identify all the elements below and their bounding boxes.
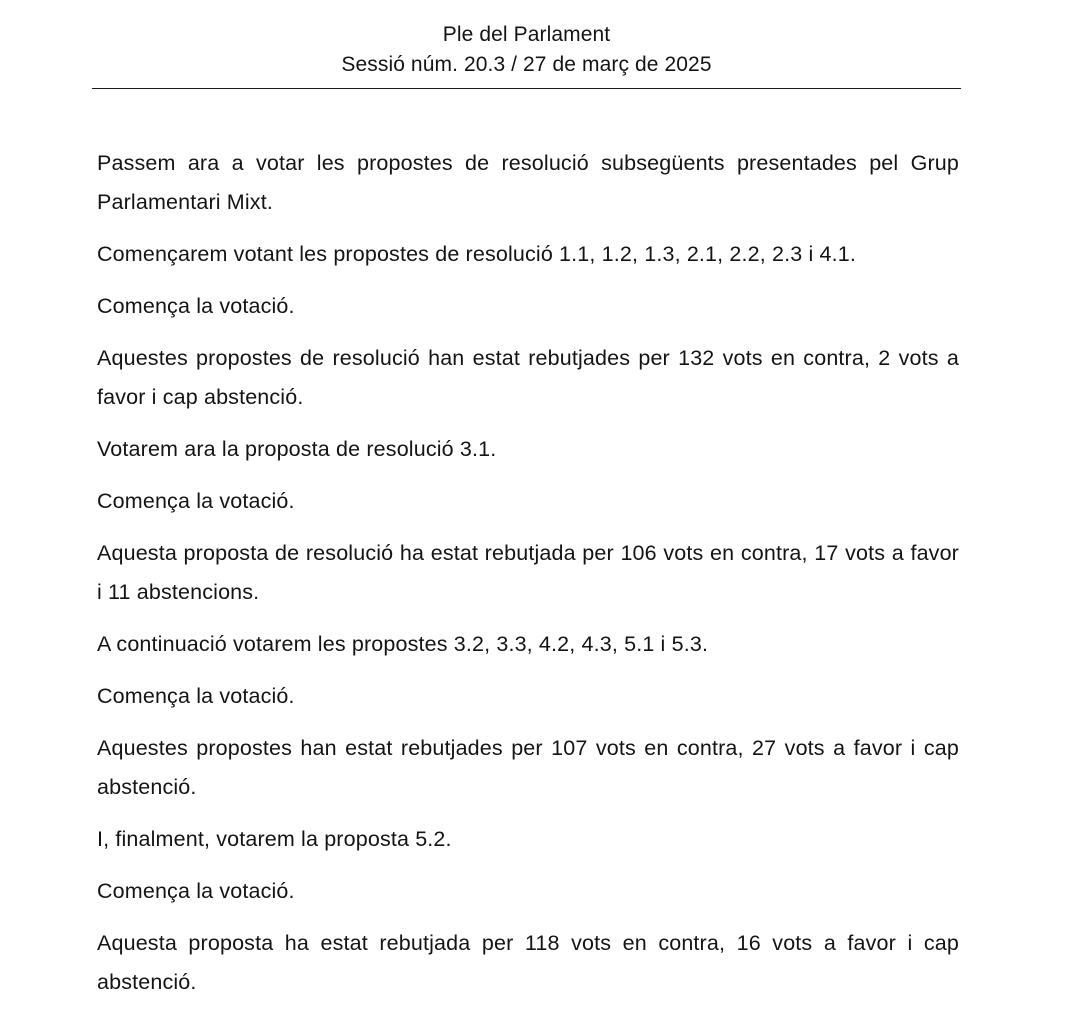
paragraph: A continuació votarem les propostes 3.2, 3.3, 4.2, 4.3, 5.1 i 5.3. (97, 632, 709, 656)
paragraph: Comença la votació. (97, 879, 295, 903)
paragraph: Passem ara a votar les propostes de resolució subsegüents presentades pel Grup Parlamentari Mixt. (97, 151, 959, 214)
paragraph: Comença la votació. (97, 489, 295, 513)
header-session: Sessió núm. 20.3 / 27 de març de 2025 (341, 53, 712, 76)
header-title: Ple del Parlament (442, 23, 611, 46)
paragraph: Comença la votació. (97, 294, 295, 318)
paragraph: Votarem ara la proposta de resolució 3.1. (97, 437, 497, 461)
paragraph: Començarem votant les propostes de resolució 1.1, 1.2, 1.3, 2.1, 2.2, 2.3 i 4.1. (97, 242, 856, 266)
paragraph: Aquestes propostes de resolució han estat rebutjades per 132 vots en contra, 2 vots a favor i cap abstenció. (97, 346, 959, 409)
paragraph: I, finalment, votarem la proposta 5.2. (97, 827, 452, 851)
paragraph: Aquestes propostes han estat rebutjades per 107 vots en contra, 27 vots a favor i cap abstenció. (97, 736, 959, 799)
document-header (92, 20, 961, 80)
transcript-body (97, 144, 959, 1015)
paragraph: Aquesta proposta de resolució ha estat rebutjada per 106 vots en contra, 17 vots a favor i 11 abstencions. (97, 541, 959, 604)
paragraph: Comença la votació. (97, 684, 295, 708)
header-divider (92, 88, 961, 89)
paragraph: Aquesta proposta ha estat rebutjada per 118 vots en contra, 16 vots a favor i cap abstenció. (97, 931, 959, 994)
